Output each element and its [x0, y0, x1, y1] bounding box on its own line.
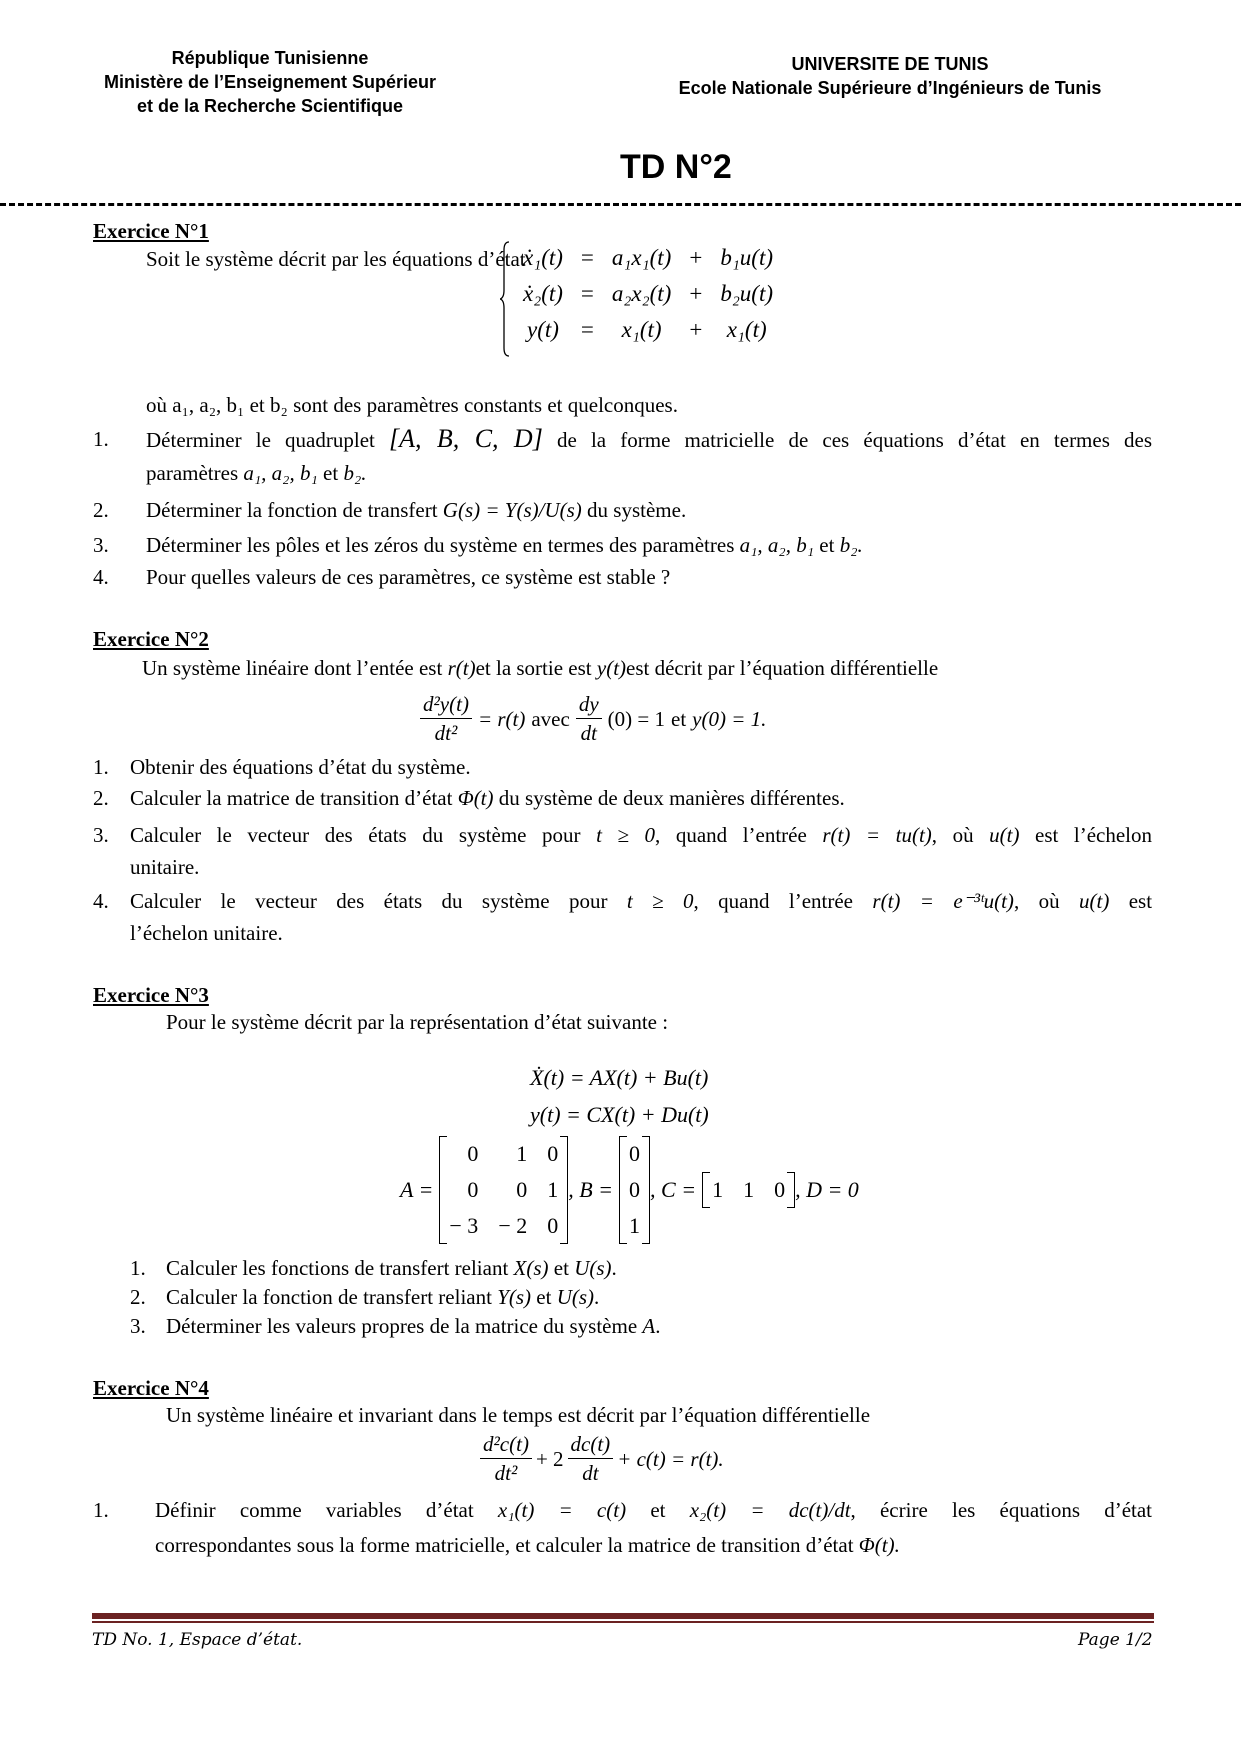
footer-rule-thick: [92, 1613, 1154, 1619]
params-note: où a₁, a₂, b₁ et b₂ sont des paramètres constants et quelconques.: [146, 393, 678, 417]
header-ministry: [60, 46, 480, 118]
footer-rule-thin: [92, 1621, 1154, 1623]
header-line: Ministère de l’Enseignement Supérieur: [103, 72, 437, 92]
dashed-divider: [0, 203, 1241, 206]
exercise-intro: Un système linéaire dont l’entée est r(t)et la sortie est y(t)est décrit par l’équation différentielle: [142, 656, 939, 680]
left-brace-icon: [500, 240, 510, 358]
header-line: République Tunisienne: [171, 48, 369, 68]
exercise-intro: Un système linéaire et invariant dans le temps est décrit par l’équation différentielle: [166, 1403, 871, 1427]
header-university: [620, 52, 1160, 100]
matrix-c: 1 1 0: [702, 1172, 795, 1208]
footer-document-name: TD No. 1, Espace d’état.: [92, 1630, 303, 1650]
output-equation: y(t) = CX(t) + Du(t): [530, 1102, 709, 1127]
differential-equation: $\frac{\text{d²c(t)}}{\text{dt²}}$ + 2 $\frac{dc(t)}{dt}$ + c(t) = r(t).: [480, 1430, 724, 1487]
matrix-a: 0 1 0 0 0 1 − 3 − 2 0: [439, 1136, 568, 1244]
header-line: UNIVERSITE DE TUNIS: [791, 54, 989, 74]
state-equations-system: [500, 240, 782, 348]
exercise-title: Exercice N°1: [93, 219, 209, 243]
system-matrices: A = 0 1 0 0 0 1 − 3 − 2 0 , B = 0 0 1 , C = 1 1 0 , D = 0: [400, 1136, 859, 1244]
equation-row: ẋ₁(t) = a₁x₁(t) + b₁u(t): [523, 245, 774, 270]
state-equation: Ẋ(t) = AX(t) + Bu(t): [530, 1065, 709, 1090]
exercise-intro: Pour le système décrit par la représentation d’état suivante :: [166, 1010, 669, 1034]
header-line: et de la Recherche Scientifique: [136, 96, 404, 116]
header-line: Ecole Nationale Supérieure d’Ingénieurs de Tunis: [678, 78, 1102, 98]
exercise-title: Exercice N°3: [93, 983, 209, 1007]
matrix-b: 0 0 1: [619, 1136, 650, 1244]
differential-equation: $\frac{\text{d²y(t)}}{\text{dt²}}$ = r(t) avec $\frac{dy}{dt}$ (0) = 1 et y(0) = 1.: [420, 690, 766, 747]
page-title: TD N°2: [620, 148, 732, 186]
equation-row: ẋ₂(t) = a₂x₂(t) + b₂u(t): [523, 281, 774, 306]
exercise-title: Exercice N°4: [93, 1376, 209, 1400]
exercise-title: Exercice N°2: [93, 627, 209, 651]
equation-row: y(t) = x₁(t) + x₁(t): [527, 317, 767, 342]
exercise-intro: Soit le système décrit par les équations d’état: [146, 247, 526, 271]
footer-page-number: Page 1/2: [1078, 1630, 1153, 1650]
